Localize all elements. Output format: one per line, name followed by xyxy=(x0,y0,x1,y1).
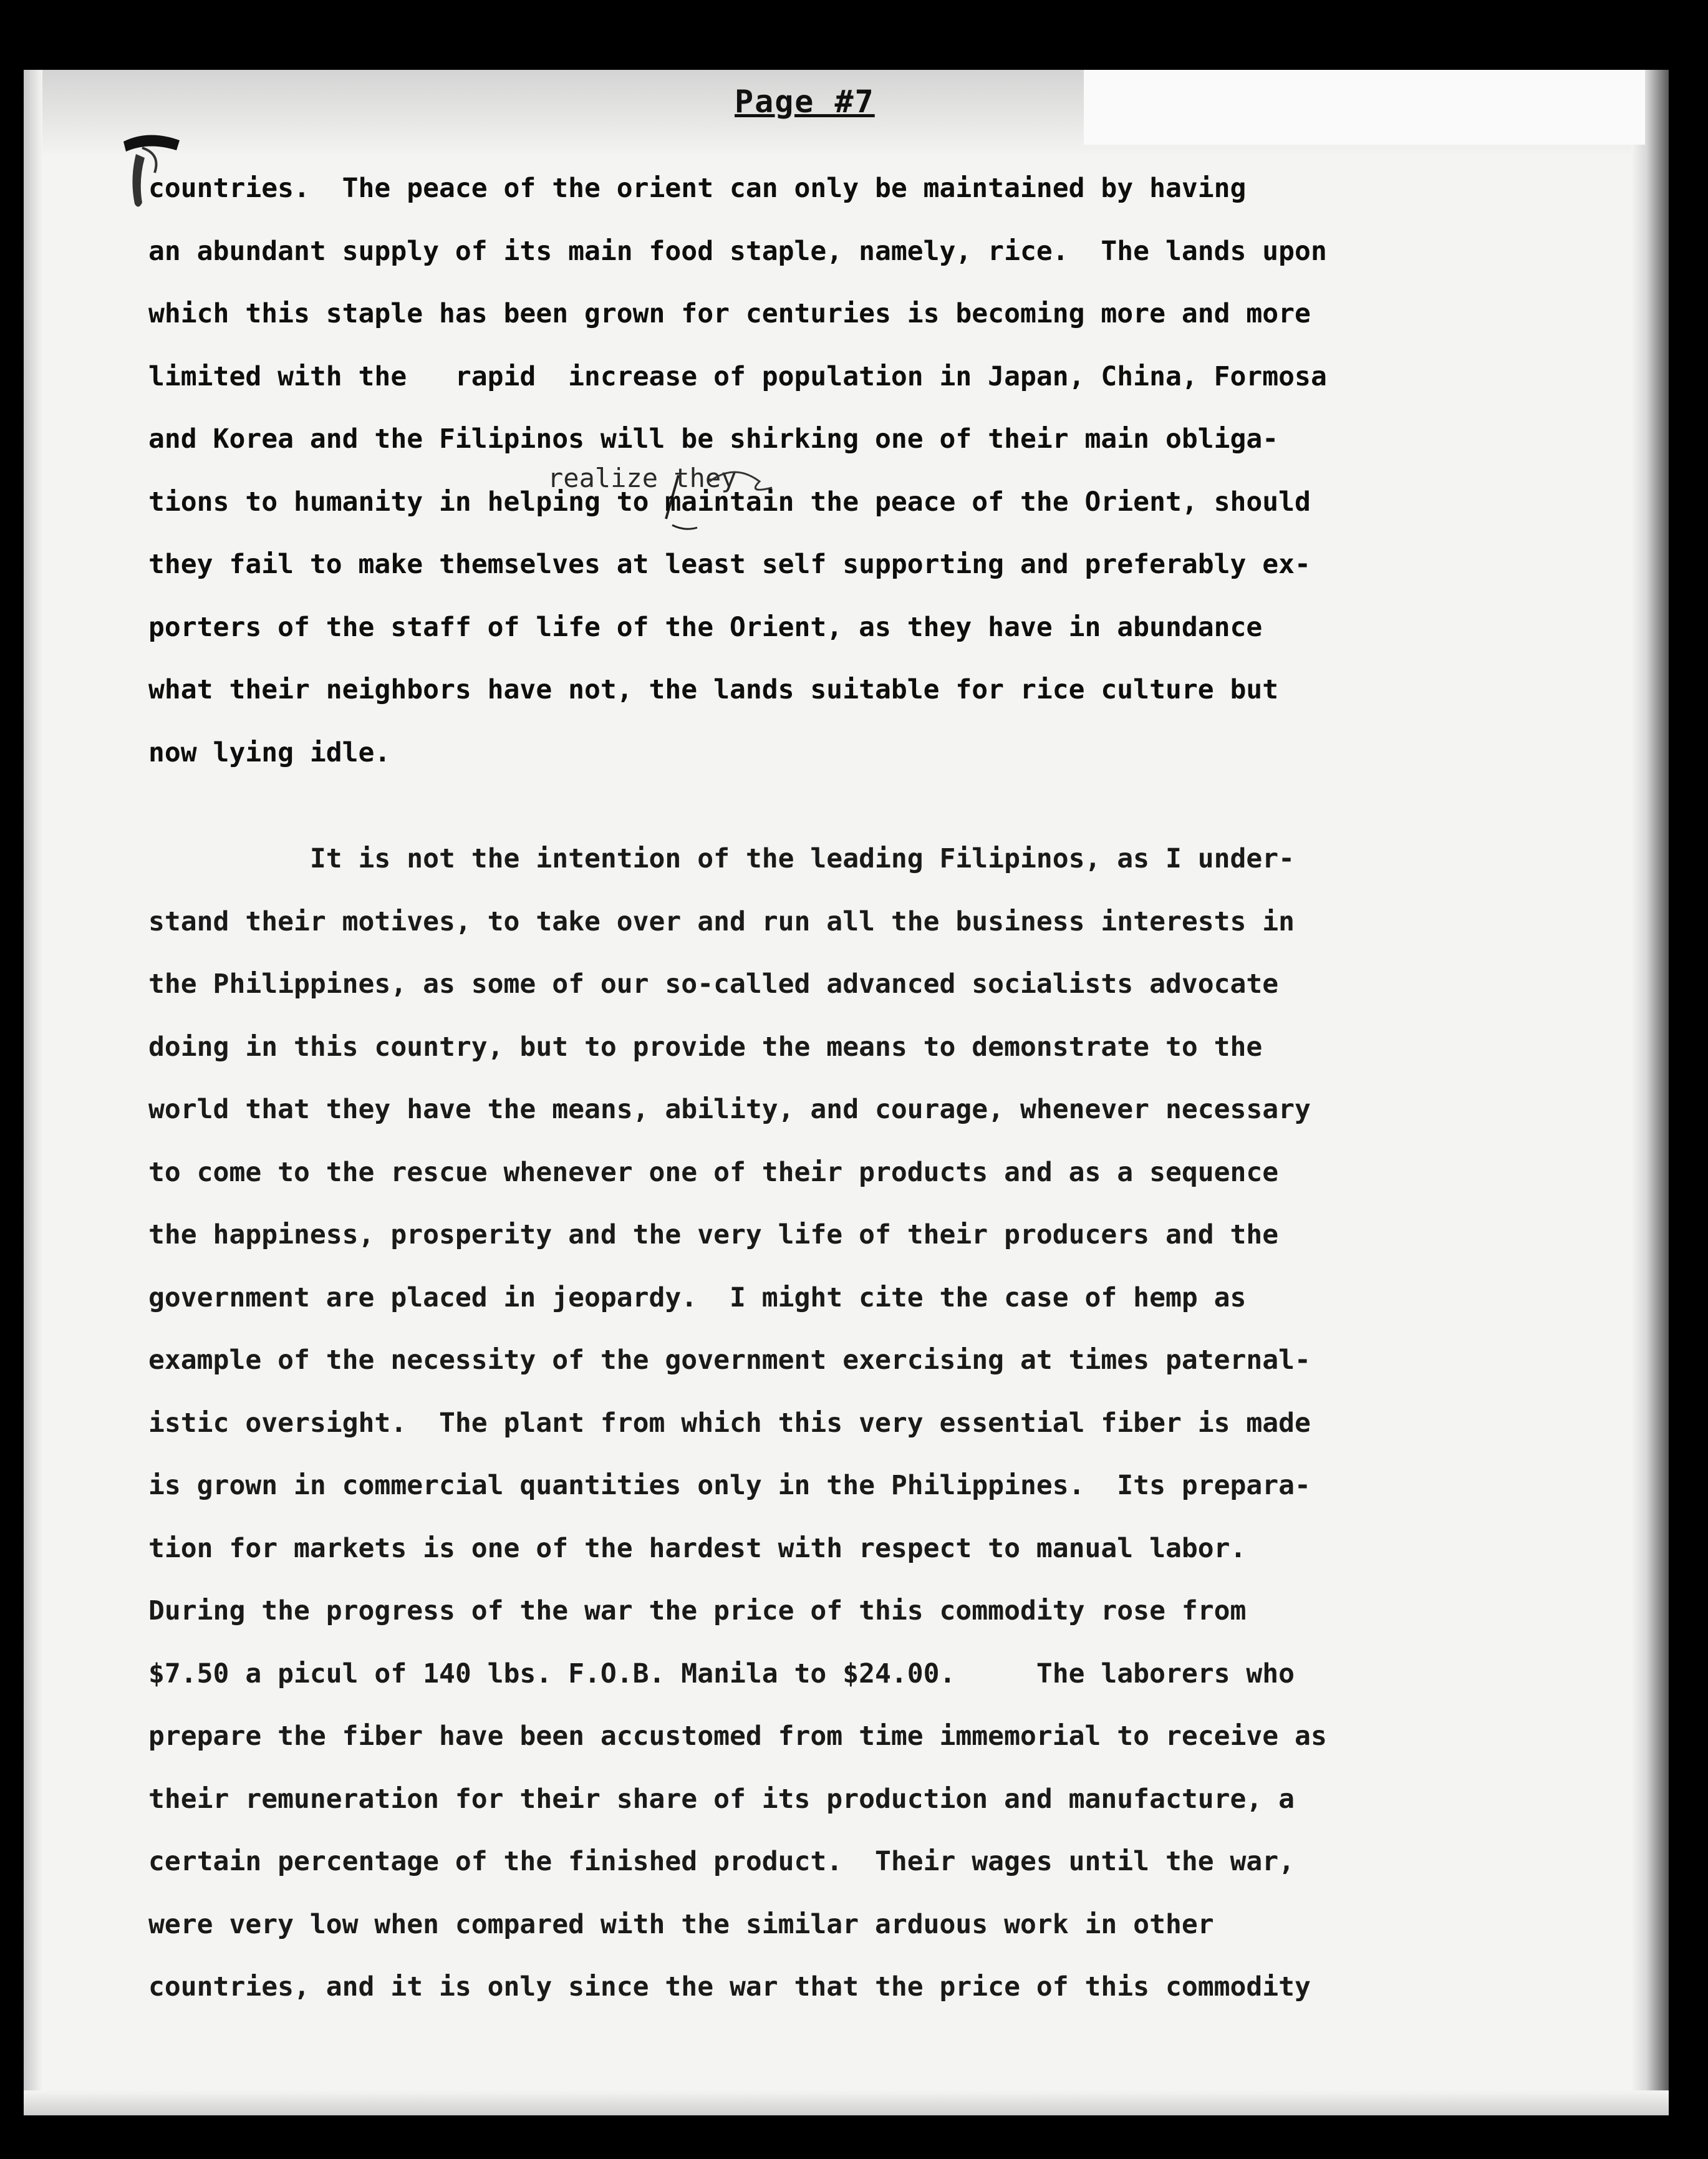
handwritten-insertion: realize they xyxy=(548,463,737,493)
text-line: tion for markets is one of the hardest with respect to manual labor. xyxy=(148,1532,1247,1564)
paragraph-2 xyxy=(148,828,1583,2019)
page-number-header: Page #7 xyxy=(735,84,875,120)
text-line: tions to humanity in helping to maintain the peace of the Orient, should xyxy=(148,486,1311,518)
text-line: During the progress of the war the price of this commodity rose from xyxy=(148,1595,1247,1626)
text-line: certain percentage of the finished product. Their wages until the war, xyxy=(148,1846,1295,1877)
text-line: what their neighbors have not, the lands suitable for rice culture but xyxy=(148,674,1279,705)
text-line: an abundant supply of its main food staple, namely, rice. The lands upon xyxy=(148,235,1327,267)
text-line: to come to the rescue whenever one of their products and as a sequence xyxy=(148,1156,1279,1188)
page-shading-right xyxy=(1631,70,1669,2115)
page-shading-left xyxy=(24,70,42,2115)
text-line: countries. The peace of the orient can only be maintained by having xyxy=(148,173,1247,204)
text-line: the happiness, prosperity and the very life of their producers and the xyxy=(148,1219,1279,1250)
text-line: and Korea and the Filipinos will be shirking one of their main obliga- xyxy=(148,423,1279,455)
page-shading-bottom xyxy=(24,2090,1669,2115)
text-line: doing in this country, but to provide the means to demonstrate to the xyxy=(148,1031,1263,1063)
text-line: they fail to make themselves at least self supporting and preferably ex- xyxy=(148,549,1311,580)
paragraph-1 xyxy=(148,157,1583,784)
document-page xyxy=(24,70,1669,2115)
text-line: their remuneration for their share of its production and manufacture, a xyxy=(148,1783,1295,1815)
paper-overlap-strip xyxy=(1084,70,1645,145)
text-line: is grown in commercial quantities only in the Philippines. Its prepara- xyxy=(148,1470,1311,1501)
text-line: were very low when compared with the similar arduous work in other xyxy=(148,1908,1214,1940)
text-line: limited with the rapid increase of population in Japan, China, Formosa xyxy=(148,360,1327,392)
text-line: stand their motives, to take over and run all the business interests in xyxy=(148,906,1295,937)
text-line: $7.50 a picul of 140 lbs. F.O.B. Manila to $24.00. The laborers who xyxy=(148,1658,1295,1689)
text-line: the Philippines, as some of our so-called advanced socialists advocate xyxy=(148,968,1279,1000)
text-line: countries, and it is only since the war that the price of this commodity xyxy=(148,1971,1311,2002)
text-line: world that they have the means, ability, and courage, whenever necessary xyxy=(148,1094,1311,1125)
text-line: which this staple has been grown for centuries is becoming more and more xyxy=(148,298,1311,329)
text-line: now lying idle. xyxy=(148,737,391,768)
text-line: government are placed in jeopardy. I might cite the case of hemp as xyxy=(148,1282,1247,1313)
text-line: It is not the intention of the leading Filipinos, as I under- xyxy=(148,843,1295,874)
text-line: example of the necessity of the government exercising at times paternal- xyxy=(148,1345,1311,1376)
text-line: istic oversight. The plant from which this very essential fiber is made xyxy=(148,1407,1311,1439)
text-line: prepare the fiber have been accustomed from time immemorial to receive as xyxy=(148,1721,1327,1752)
text-line: porters of the staff of life of the Orient, as they have in abundance xyxy=(148,611,1263,643)
